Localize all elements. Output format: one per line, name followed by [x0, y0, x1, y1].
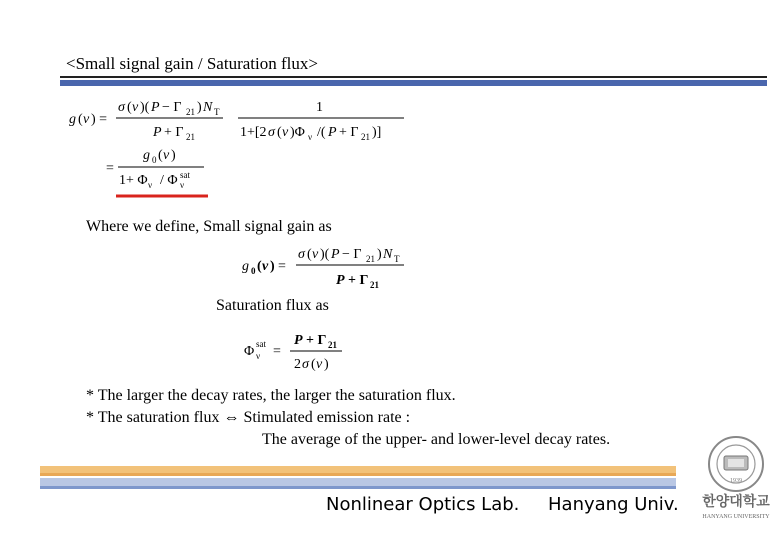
svg-text:− Γ: − Γ: [162, 100, 182, 115]
svg-text:+ Γ: + Γ: [164, 125, 184, 140]
footer-stripe-orange-dark: [40, 473, 676, 476]
svg-text:/ Φ: / Φ: [160, 173, 178, 188]
svg-text:)(: )(: [320, 247, 330, 262]
svg-text:): ): [197, 100, 202, 115]
svg-text:g: g: [143, 148, 150, 163]
svg-text:1+[2: 1+[2: [240, 125, 267, 140]
svg-text:0: 0: [152, 155, 157, 165]
footer-stripe-orange: [40, 466, 676, 473]
svg-text:21: 21: [186, 107, 195, 117]
svg-text:1939: 1939: [730, 478, 742, 484]
svg-text:21: 21: [361, 132, 370, 142]
svg-text:)(: )(: [140, 100, 150, 115]
svg-text:ν: ν: [316, 357, 323, 372]
svg-text:ν: ν: [83, 112, 90, 127]
svg-text:0: 0: [251, 266, 256, 276]
note-average-decay: The average of the upper- and lower-level decay rates.: [262, 431, 611, 448]
svg-text:(: (: [277, 125, 282, 140]
svg-text:ν: ν: [148, 180, 153, 190]
footer-university-name: Hanyang Univ.: [548, 494, 679, 515]
svg-text:sat: sat: [180, 170, 190, 180]
svg-text:ν: ν: [308, 132, 313, 142]
svg-text:g: g: [242, 259, 249, 274]
svg-text:HANYANG UNIVERSITY: HANYANG UNIVERSITY: [702, 514, 770, 520]
svg-text:P: P: [328, 125, 337, 140]
svg-text:1: 1: [316, 100, 323, 115]
svg-text:ν: ν: [256, 351, 261, 361]
svg-text:P: P: [331, 247, 340, 262]
svg-text:)Φ: )Φ: [290, 125, 305, 140]
where-text: Where we define, Small signal gain as: [86, 218, 332, 235]
svg-text:ν: ν: [180, 180, 185, 190]
svg-text:P: P: [153, 125, 162, 140]
svg-text:N: N: [203, 100, 213, 115]
svg-text:ν: ν: [282, 125, 289, 140]
svg-text:P: P: [336, 273, 345, 288]
svg-text:(: (: [307, 247, 312, 262]
svg-text:21: 21: [370, 280, 379, 290]
svg-text:21: 21: [186, 132, 195, 142]
svg-text:(: (: [78, 112, 83, 127]
svg-text:g: g: [69, 112, 76, 127]
svg-text:+ Γ: + Γ: [348, 273, 369, 288]
svg-text:sat: sat: [256, 339, 266, 349]
saturation-flux-equation: [242, 328, 352, 376]
title-rule-accent: [60, 80, 767, 86]
svg-text:=: =: [278, 259, 286, 274]
svg-text:): ): [377, 247, 382, 262]
note-decay-rates: * The larger the decay rates, the larger the saturation flux.: [86, 387, 456, 404]
svg-text:ν: ν: [132, 100, 139, 115]
svg-text:σ: σ: [118, 100, 125, 115]
svg-text:(: (: [158, 148, 163, 163]
svg-text:2: 2: [294, 357, 301, 372]
svg-text:21: 21: [366, 254, 375, 264]
svg-text:T: T: [394, 254, 400, 264]
title-rule: [60, 76, 767, 78]
svg-text:=: =: [273, 344, 281, 359]
svg-text:− Γ: − Γ: [342, 247, 362, 262]
svg-text:(: (: [257, 259, 262, 274]
svg-text:/(: /(: [317, 125, 326, 140]
svg-text:+ Γ: + Γ: [339, 125, 359, 140]
svg-text:ν: ν: [262, 259, 269, 274]
svg-text:): ): [324, 357, 329, 372]
svg-text:P: P: [294, 333, 303, 348]
svg-text:ν: ν: [163, 148, 170, 163]
svg-text:): ): [171, 148, 176, 163]
svg-text:한양대학교: 한양대학교: [702, 495, 770, 510]
svg-text:) =: ) =: [91, 112, 108, 127]
footer-stripe-blue-dark: [40, 486, 676, 489]
small-signal-gain-equation: [240, 240, 430, 290]
svg-text:21: 21: [328, 340, 337, 350]
svg-text:): ): [270, 259, 275, 274]
gain-equation: [66, 92, 416, 204]
slide-title: <Small signal gain / Saturation flux>: [66, 54, 318, 73]
note-saturation-flux: * The saturation flux ⇔ Stimulated emission rate :: [86, 409, 411, 426]
svg-text:σ: σ: [298, 247, 305, 262]
svg-text:σ: σ: [302, 357, 309, 372]
svg-text:σ: σ: [268, 125, 275, 140]
university-logo: [694, 434, 778, 526]
svg-text:)]: )]: [372, 125, 382, 140]
svg-text:T: T: [214, 107, 220, 117]
svg-text:1+ Φ: 1+ Φ: [119, 173, 148, 188]
svg-text:(: (: [311, 357, 316, 372]
svg-text:=: =: [106, 161, 114, 176]
svg-text:Φ: Φ: [244, 344, 255, 359]
svg-text:ν: ν: [312, 247, 319, 262]
svg-text:P: P: [151, 100, 160, 115]
saturation-text: Saturation flux as: [216, 297, 329, 314]
svg-text:+ Γ: + Γ: [306, 333, 327, 348]
footer-stripe-blue: [40, 478, 676, 486]
footer-lab-name: Nonlinear Optics Lab.: [326, 494, 520, 515]
svg-text:(: (: [127, 100, 132, 115]
svg-text:N: N: [383, 247, 393, 262]
